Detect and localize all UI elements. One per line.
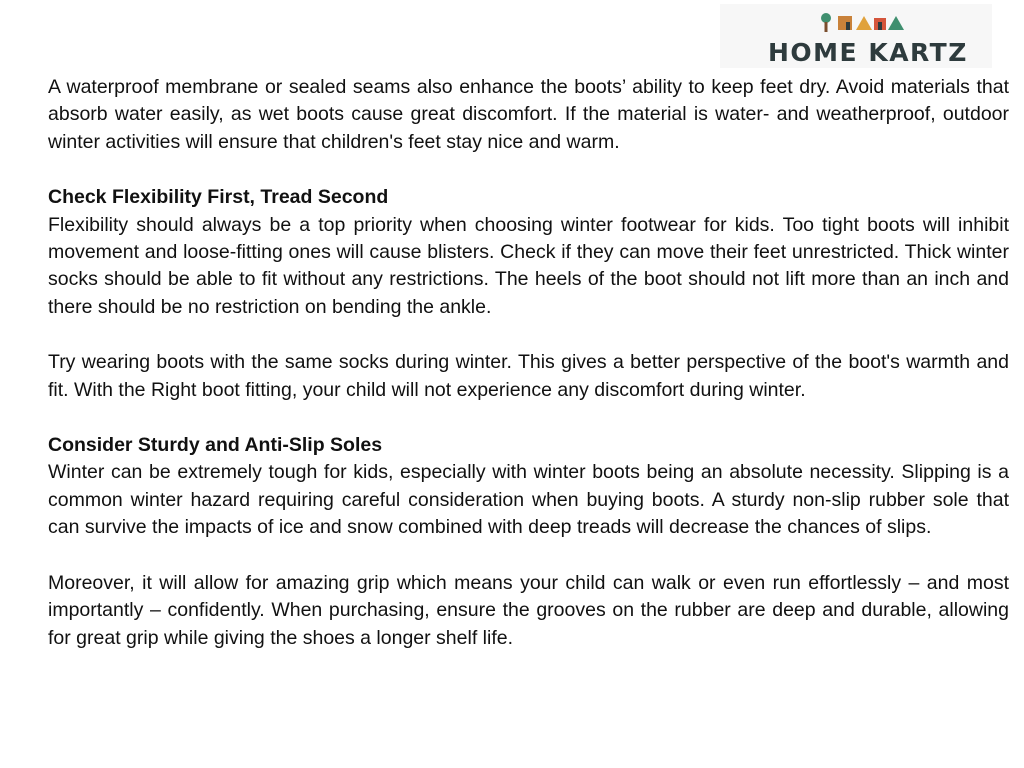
heading-flexibility: Check Flexibility First, Tread Second [48, 186, 389, 209]
paragraph-soles: Winter can be extremely tough for kids, especially with winter boots being an absolute necessity. Slipping is a common winter hazard requiring careful consideration when buying boots. A sturdy non-slip rubber sole that can survive the impacts of ice and snow combined with deep treads will decrease the chances of slips. [48, 461, 1009, 539]
article-body [48, 74, 1009, 652]
logo-wordmark: HOME KARTZ [768, 38, 968, 67]
heading-soles: Consider Sturdy and Anti-Slip Soles [48, 434, 383, 457]
brand-logo [720, 4, 992, 68]
paragraph-socks-fit: Try wearing boots with the same socks during winter. This gives a better perspective of the boot's warmth and fit. With the Right boot fitting, your child will not experience any discomfort during winter. [48, 351, 1009, 401]
paragraph-flexibility: Flexibility should always be a top priority when choosing winter footwear for kids. Too tight boots will inhibit movement and loose-fitting ones will cause blisters. Check if they can move their feet unrestricted. Thick winter socks should be able to fit without any restrictions. The heels of the boot should not lift more than an inch and there should be no restriction on bending the ankle. [48, 213, 1009, 318]
paragraph-waterproofing: A waterproof membrane or sealed seams also enhance the boots’ ability to keep feet dry. Avoid materials that absorb water easily, as wet boots cause great discomfort. If the material is water- and weatherproof, outdoor winter activities will ensure that children's feet stay nice and warm. [48, 76, 1009, 153]
logo-illustration-icon [818, 12, 908, 34]
paragraph-grip: Moreover, it will allow for amazing grip which means your child can walk or even run effortlessly – and most importantly – confidently. When purchasing, ensure the grooves on the rubber are deep and durable, allowing for great grip while giving the shoes a longer shelf life. [48, 571, 1009, 649]
